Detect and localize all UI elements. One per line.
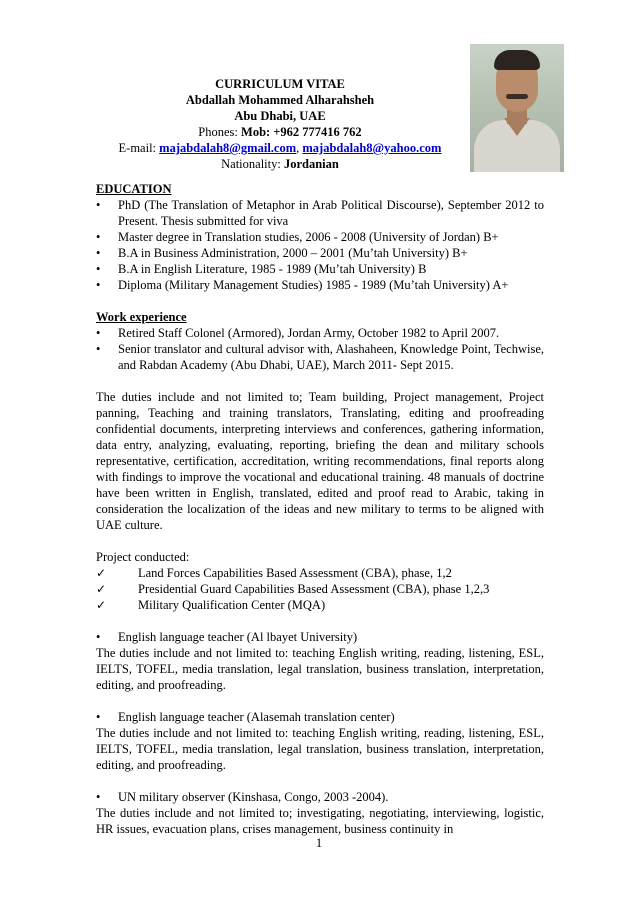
candidate-name: Abdallah Mohammed Alharahsheh	[185, 93, 375, 107]
job-title-un-observer: • UN military observer (Kinshasa, Congo, 2003 -2004).	[96, 790, 389, 804]
phones-line	[80, 124, 480, 140]
check-mark-icon: ✓	[96, 598, 107, 612]
projects-list	[96, 565, 544, 613]
job-title-albayet: • English language teacher (Al lbayet University)	[96, 630, 358, 644]
page-number: 1	[315, 836, 323, 850]
work-item: • Senior translator and cultural advisor with, Alashaheen, Knowledge Point, Techwise, and Rabdan Academy (Abu Dhabi, UAE), March 2011- Sept 2015.	[96, 341, 544, 373]
candidate-location: Abu Dhabi, UAE	[234, 109, 326, 123]
project-item: ✓ Presidential Guard Capabilities Based Assessment (CBA), phase 1,2,3	[96, 582, 490, 596]
email-link-yahoo[interactable]: majabdalah8@yahoo.com	[302, 141, 442, 155]
work-list	[96, 325, 544, 373]
job-duties-un-observer: The duties include and not limited to; investigating, negotiating, interviewing, logistic, HR issues, evacuation plans, crises management, business continuity in	[96, 806, 544, 836]
nationality-value: Jordanian	[283, 157, 339, 171]
bullet-icon: •	[96, 710, 101, 724]
projects-label: Project conducted:	[96, 550, 190, 564]
email-label: E-mail:	[118, 141, 157, 155]
project-item: ✓ Military Qualification Center (MQA)	[96, 598, 326, 612]
education-item: • PhD (The Translation of Metaphor in Arab Political Discourse), September 2012 to Present. Thesis submitted for viva	[96, 197, 544, 229]
education-list	[96, 197, 544, 293]
education-item: • Diploma (Military Management Studies) 1985 - 1989 (Mu’tah University) A+	[96, 277, 544, 293]
email-link-gmail[interactable]: majabdalah8@gmail.com	[159, 141, 297, 155]
nationality-line	[80, 156, 480, 172]
resume-header	[80, 76, 480, 172]
phones-value: Mob: +962 777416 762	[241, 125, 362, 139]
education-item: • B.A in English Literature, 1985 - 1989 (Mu’tah University) B	[96, 261, 544, 277]
email-line	[80, 140, 480, 156]
job-duties-alasemah: The duties include and not limited to: teaching English writing, reading, listening, ESL, IELTS, TOFEL, media translation, legal translation, business translation, interpretation, editing, and proofreading.	[96, 726, 544, 772]
duties-paragraph: The duties include and not limited to; Team building, Project management, Project panning, Teaching and training translators, Translating, editing and proofreading confidential documents, interpreting interviews and conferences, gathering information, data entry, analyzing, evaluating, reporting, briefing the dean and military schools representative, certification, accreditation, writing recommendations, final reports along with findings to improve the vocational and educational training. 48 manuals of doctrine have been written in English, translated, edited and proof read to Arabic, taking in consideration the localization of the ideas and new military to terms to be aligned with UAE culture.	[96, 390, 544, 532]
education-item: • Master degree in Translation studies, 2006 - 2008 (University of Jordan) B+	[96, 229, 544, 245]
job-title-alasemah: • English language teacher (Alasemah translation center)	[96, 710, 395, 724]
document-title: CURRICULUM VITAE	[215, 77, 345, 91]
work-item: • Retired Staff Colonel (Armored), Jordan Army, October 1982 to April 2007.	[96, 325, 544, 341]
resume-body	[96, 181, 544, 837]
project-item: ✓ Land Forces Capabilities Based Assessment (CBA), phase, 1,2	[96, 566, 452, 580]
education-item: • B.A in Business Administration, 2000 – 2001 (Mu’tah University) B+	[96, 245, 544, 261]
profile-photo	[470, 44, 564, 172]
bullet-icon: •	[96, 630, 101, 644]
work-experience-heading: Work experience	[96, 310, 187, 324]
job-duties-albayet: The duties include and not limited to: teaching English writing, reading, listening, ESL, IELTS, TOFEL, media translation, legal translation, business translation, interpretation, editing, and proofreading.	[96, 646, 544, 692]
nationality-label: Nationality:	[221, 157, 281, 171]
check-mark-icon: ✓	[96, 582, 107, 596]
check-mark-icon: ✓	[96, 566, 107, 580]
phones-label: Phones:	[198, 125, 238, 139]
bullet-icon: •	[96, 790, 101, 804]
email-separator: ,	[296, 141, 300, 155]
education-heading: EDUCATION	[96, 182, 172, 196]
